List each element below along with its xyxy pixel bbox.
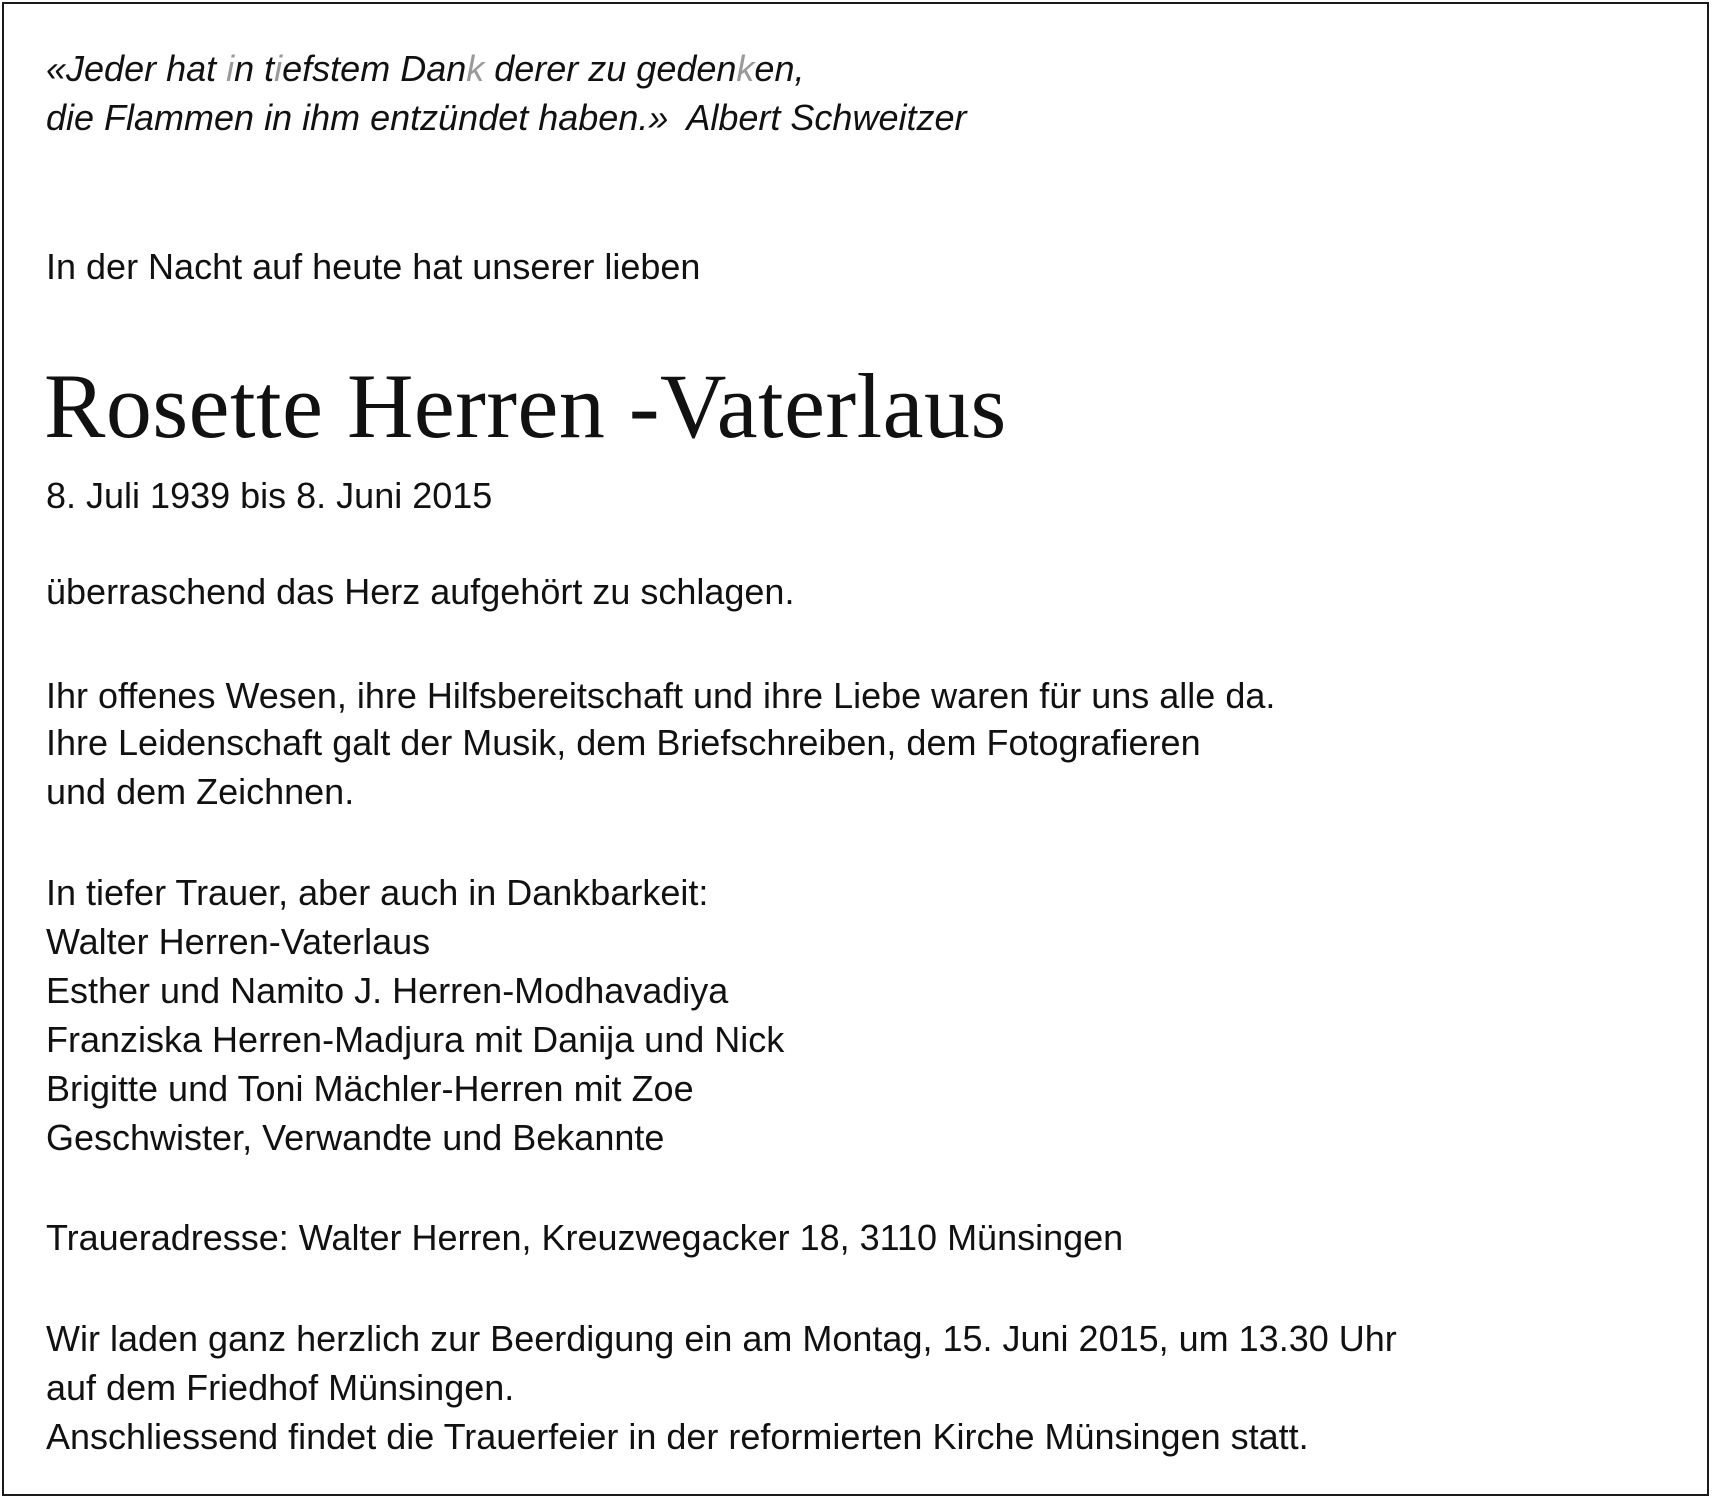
tribute-line: Ihre Leidenschaft galt der Musik, dem Briefschreiben, dem Fotografieren [46,722,1201,763]
quote-text: en, [754,48,805,89]
quote-line-2 [46,93,966,143]
mourning-address: Traueradresse: Walter Herren, Kreuzwegacker 18, 3110 Münsingen [46,1217,1124,1258]
quote-author: Albert Schweitzer [686,97,967,138]
quote-faded-letter: k [736,48,755,89]
funeral-info-line: auf dem Friedhof Münsingen. [46,1367,515,1408]
quote-faded-letter: i [226,48,235,89]
deceased-name: Rosette Herren -Vaterlaus [44,355,1007,457]
quote-text: derer zu geden [484,48,737,89]
mourner-entry: Walter Herren-Vaterlaus [46,921,431,962]
quote-text: die Flammen in ihm entzündet haben.» [46,97,669,138]
quote-text: «Jeder hat [46,48,227,89]
mourners-heading: In tiefer Trauer, aber auch in Dankbarkeit: [46,872,709,913]
announcement-text: überraschend das Herz aufgehört zu schlagen. [46,571,795,612]
funeral-info-line: Anschliessend findet die Trauerfeier in der reformierten Kirche Münsingen statt. [46,1416,1309,1457]
quote-line-1 [46,44,804,94]
quote-text: n t [234,48,275,89]
funeral-info-line: Wir laden ganz herzlich zur Beerdigung ein am Montag, 15. Juni 2015, um 13.30 Uhr [46,1318,1397,1359]
quote-text: efstem Dan [282,48,467,89]
tribute-line: und dem Zeichnen. [46,771,355,812]
intro-text: In der Nacht auf heute hat unserer lieben [46,246,701,287]
mourner-entry: Esther und Namito J. Herren-Modhavadiya [46,970,729,1011]
quote-faded-letter: i [274,48,283,89]
obituary-notice [2,2,1709,1496]
mourner-entry: Franziska Herren-Madjura mit Danija und Nick [46,1019,785,1060]
tribute-line: Ihr offenes Wesen, ihre Hilfsbereitschaft und ihre Liebe waren für uns alle da. [46,675,1276,716]
life-dates: 8. Juli 1939 bis 8. Juni 2015 [46,475,493,516]
mourner-entry: Brigitte und Toni Mächler-Herren mit Zoe [46,1068,694,1109]
mourner-entry: Geschwister, Verwandte und Bekannte [46,1117,665,1158]
quote-faded-letter: k [466,48,485,89]
